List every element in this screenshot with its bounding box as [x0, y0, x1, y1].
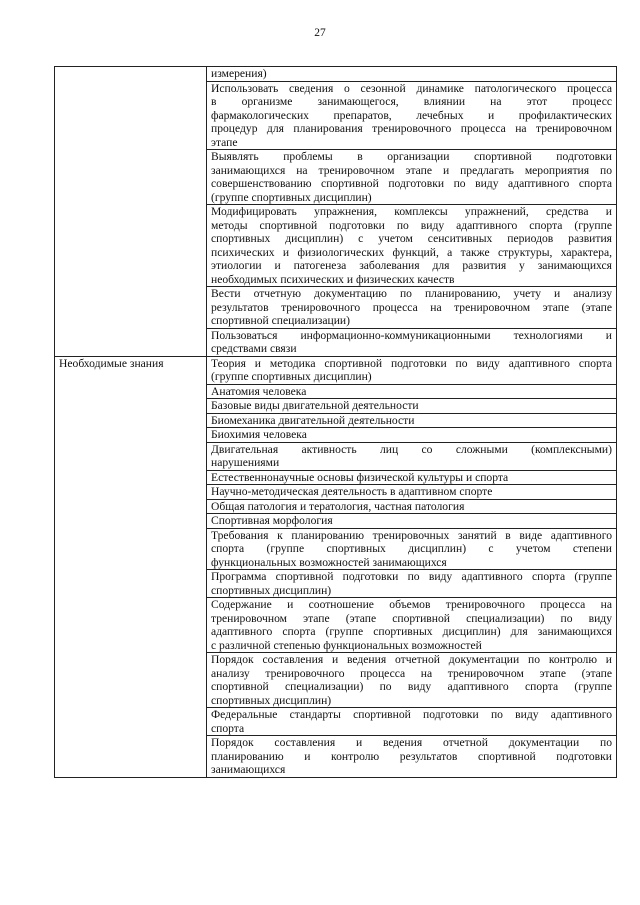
- cell-line: анализу тренировочного процесса на тренировочном этапе (этапе: [211, 666, 612, 680]
- cell-line: адаптивного спорта (группе спортивных дисциплин) для занимающихся: [211, 625, 612, 638]
- content-cell: [207, 708, 617, 736]
- content-cell: [207, 205, 617, 287]
- content-cell: [207, 81, 617, 150]
- content-cell: [207, 150, 617, 205]
- content-cell: [207, 653, 617, 708]
- content-cell: [207, 428, 617, 443]
- cell-line: Вести отчетную документацию по планированию, учету и анализу: [211, 287, 612, 300]
- content-cell: [207, 598, 617, 653]
- cell-line: Федеральные стандарты спортивной подготовки по виду адаптивного: [211, 708, 612, 721]
- cell-line: спортивной специализации) по виду адаптивного спорта (группе: [211, 680, 612, 693]
- page-number: 27: [314, 27, 326, 39]
- content-cell: [207, 356, 617, 384]
- table-body: [55, 67, 617, 778]
- content-cell: [207, 384, 617, 399]
- cell-line: занимающихся на тренировочном этапе и предлагать мероприятия по: [211, 163, 612, 177]
- content-cell: [207, 485, 617, 500]
- qualification-table: [54, 66, 617, 778]
- table-row: [55, 356, 617, 384]
- content-cell: [207, 499, 617, 514]
- cell-line: нарушениями: [211, 456, 280, 469]
- cell-line: планированию и контролю результатов спортивной подготовки: [211, 749, 612, 763]
- cell-line: занимающихся: [211, 763, 286, 776]
- cell-line: Биохимия человека: [211, 428, 307, 441]
- cell-line: Порядок составления и ведения отчетной документации по контролю и: [211, 653, 612, 666]
- cell-line: этапе: [211, 135, 238, 149]
- cell-line: необходимых психических и физических качеств: [211, 272, 455, 286]
- cell-line: спорта: [211, 721, 245, 735]
- cell-line: фармакологических препаратов, лечебных и профилактических: [211, 108, 612, 122]
- cell-line: с различной степенью функциональных возможностей: [211, 638, 482, 652]
- cell-line: Модифицировать упражнения, комплексы упражнений, средства и: [211, 205, 612, 218]
- cell-line: тренировочном этапе (этапе спортивной специализации) по виду: [211, 611, 612, 625]
- row-label-cell: [55, 356, 207, 777]
- cell-line: Содержание и соотношение объемов тренировочного процесса на: [211, 598, 612, 611]
- cell-line: Теория и методика спортивной подготовки по виду адаптивного спорта: [211, 356, 612, 370]
- content-cell: [207, 442, 617, 470]
- cell-line: Общая патология и тератология, частная патология: [211, 499, 465, 513]
- content-cell: [207, 470, 617, 485]
- content-cell: [207, 287, 617, 329]
- content-cell: [207, 514, 617, 529]
- cell-line: Базовые виды двигательной деятельности: [211, 399, 419, 412]
- cell-line: средствами связи: [211, 342, 297, 355]
- row-label-cell: [55, 67, 207, 357]
- cell-line: Порядок составления и ведения отчетной документации по: [211, 736, 612, 749]
- row-label: Необходимые знания: [59, 356, 164, 370]
- cell-line: Требования к планированию тренировочных занятий в виде адаптивного: [211, 528, 612, 542]
- cell-line: Использовать сведения о сезонной динамике патологического процесса: [211, 81, 612, 95]
- cell-line: Анатомия человека: [211, 384, 307, 398]
- cell-line: спортивных дисциплин): [211, 583, 332, 597]
- content-cell: [207, 328, 617, 356]
- cell-line: Двигательная активность лиц со сложными (комплексными): [211, 442, 612, 456]
- content-cell: [207, 570, 617, 598]
- cell-line: этиологии и патогенеза заболевания для развития у занимающихся: [211, 259, 612, 272]
- cell-line: Спортивная морфология: [211, 514, 333, 527]
- cell-line: психических и физиологических функций, а также структуры, характера,: [211, 245, 612, 259]
- cell-line: Выявлять проблемы в организации спортивной подготовки: [211, 150, 612, 163]
- content-cell: [207, 413, 617, 428]
- cell-line: (группе спортивных дисциплин): [211, 370, 372, 383]
- table-row: [55, 67, 617, 82]
- cell-line: функциональных возможностей занимающихся: [211, 555, 447, 569]
- cell-line: измерения): [211, 67, 267, 80]
- cell-line: процедур для планирования тренировочного процесса на тренировочном: [211, 122, 612, 135]
- cell-line: спорта (группе спортивных дисциплин) с учетом степени: [211, 542, 612, 555]
- cell-line: (группе спортивных дисциплин): [211, 190, 372, 204]
- content-cell: [207, 67, 617, 82]
- cell-line: Научно-методическая деятельность в адаптивном спорте: [211, 485, 493, 498]
- content-cell: [207, 736, 617, 778]
- cell-line: в организме занимающегося, влиянии на этот процесс: [211, 95, 612, 108]
- cell-line: спортивной специализации): [211, 314, 350, 327]
- cell-line: совершенствованию спортивной подготовки по виду адаптивного спорта: [211, 177, 612, 190]
- content-cell: [207, 528, 617, 570]
- cell-line: Естественнонаучные основы физической культуры и спорта: [211, 470, 509, 484]
- cell-line: Биомеханика двигательной деятельности: [211, 413, 415, 427]
- cell-line: результатов тренировочного процесса на тренировочном этапе (этапе: [211, 300, 612, 314]
- content-cell: [207, 399, 617, 414]
- cell-line: Программа спортивной подготовки по виду адаптивного спорта (группе: [211, 570, 612, 583]
- cell-line: спортивных дисциплин) с учетом сенситивных периодов развития: [211, 232, 612, 245]
- cell-line: спортивных дисциплин): [211, 693, 332, 707]
- cell-line: методы спортивной подготовки по виду адаптивного спорта (группе: [211, 218, 612, 232]
- cell-line: Пользоваться информационно-коммуникационными технологиями и: [211, 328, 612, 342]
